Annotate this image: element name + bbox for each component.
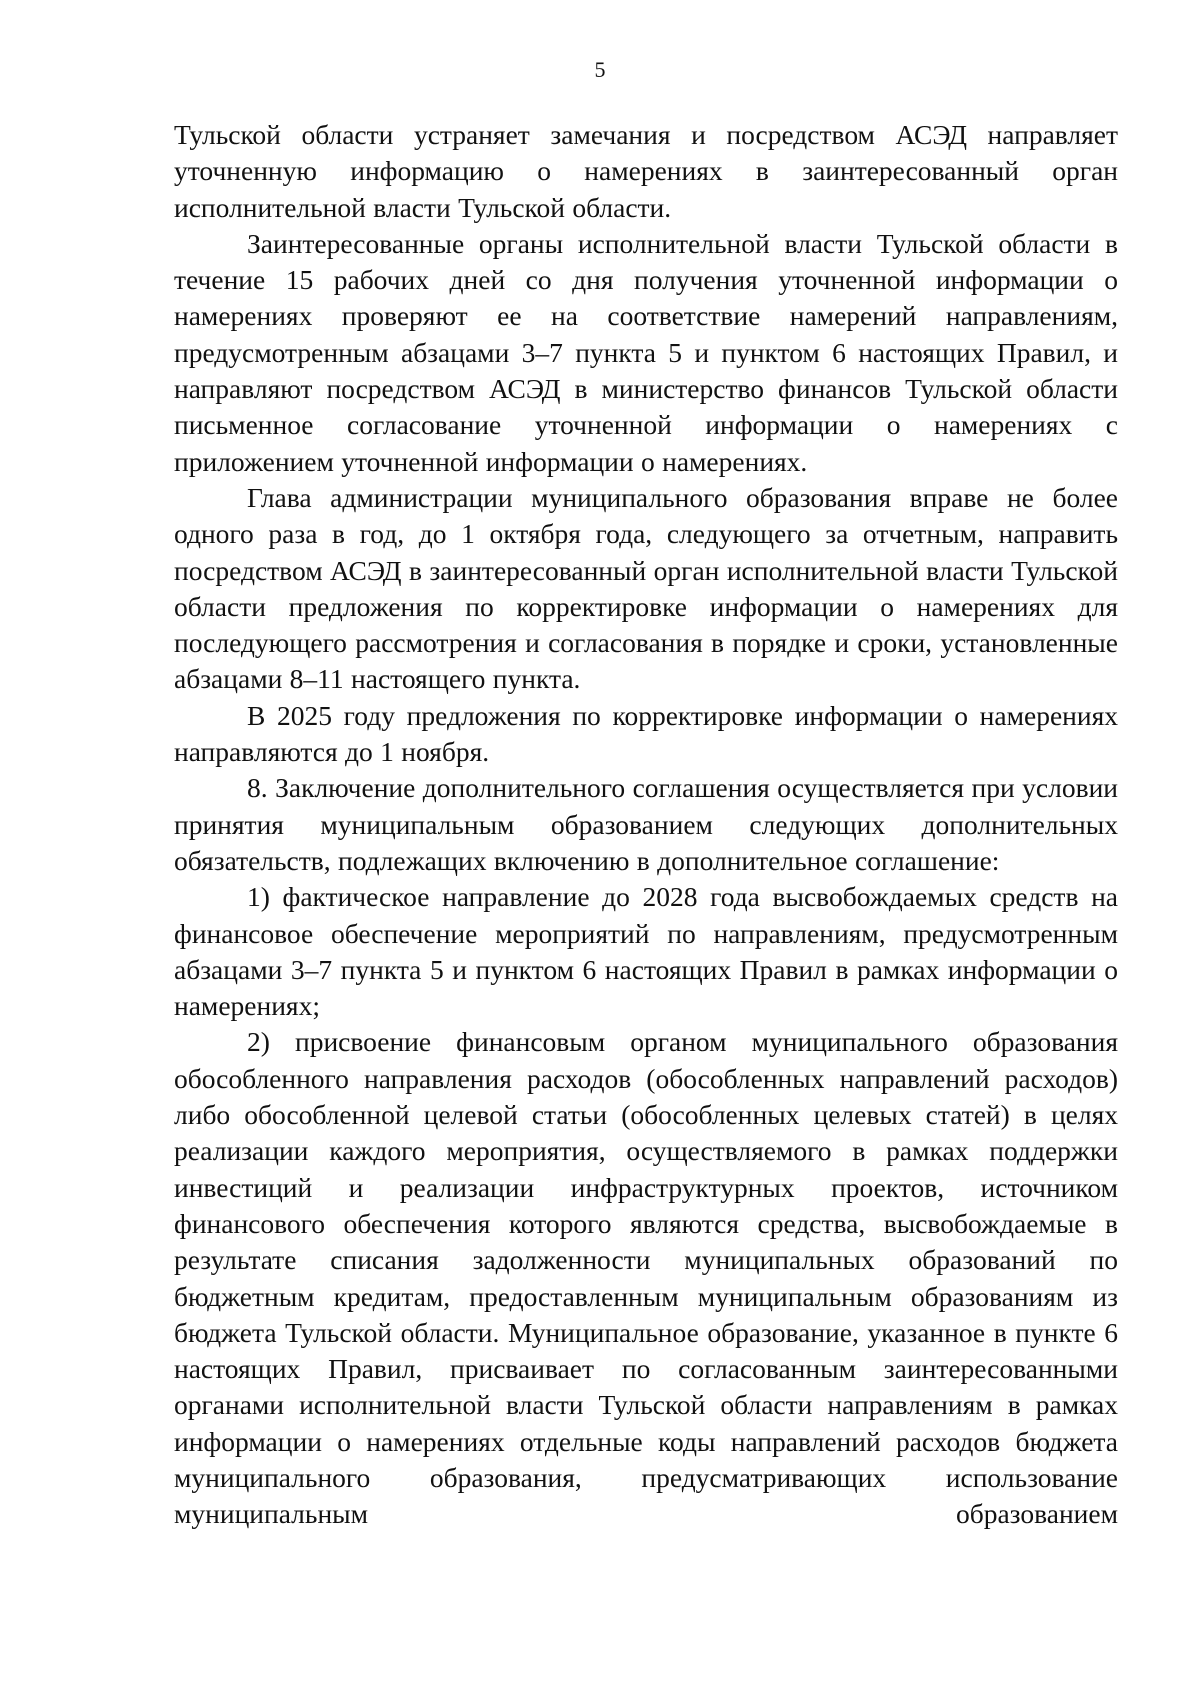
paragraph-approval-procedure: Заинтересованные органы исполнительной власти Тульской области в течение 15 рабочих дней со дня получения уточненной информации о намерениях проверяют ее на соответствие намерений направлениям, предусмотренным абзацами 3–7 пункта 5 и пунктом 6 настоящих Правил, и направляют посредством АСЭД в министерство финансов Тульской области письменное согласование уточненной информации о намерениях с приложением уточненной информации о намерениях. (174, 227, 1118, 477)
page-number: 5 (594, 57, 606, 82)
paragraph-item-8: 8. Заключение дополнительного соглашения осуществляется при условии принятия муниципальным образованием следующих дополнительных обязательств, подлежащих включению в дополнительное соглашение: (174, 772, 1118, 876)
paragraph-continuation: Тульской области устраняет замечания и посредством АСЭД направляет уточненную информацию о намерениях в заинтересованный орган исполнительной власти Тульской области. (174, 119, 1118, 223)
paragraph-subitem-2: 2) присвоение финансовым органом муниципального образования обособленного направления расходов (обособленных направлений расходов) либо обособленной целевой статьи (обособленных целевых статей) в целях реализации каждого мероприятия, осуществляемого в рамках поддержки инвестиций и реализации инфраструктурных проектов, источником финансового обеспечения которого являются средства, высвобождаемые в результате списания задолженности муниципальных образований по бюджетным кредитам, предоставленным муниципальным образованиям из бюджета Тульской области. Муниципальное образование, указанное в пункте 6 настоящих Правил, присваивает по согласованным заинтересованными органами исполнительной власти Тульской области направлениям в рамках информации о намерениях отдельные коды направлений расходов бюджета муниципального образования, предусматривающих использование муниципальным образованием (174, 1026, 1118, 1530)
paragraph-subitem-1: 1) фактическое направление до 2028 года высвобождаемых средств на финансовое обеспечение мероприятий по направлениям, предусмотренным абзацами 3–7 пункта 5 и пунктом 6 настоящих Правил в рамках информации о намерениях; (174, 881, 1118, 1022)
paragraph-2025-deadline: В 2025 году предложения по корректировке информации о намерениях направляются до 1 ноября. (174, 699, 1118, 768)
paragraph-correction-proposals: Глава администрации муниципального образования вправе не более одного раза в год, до 1 октября года, следующего за отчетным, направить посредством АСЭД в заинтересованный орган исполнительной власти Тульской области предложения по корректировке информации о намерениях для последующего рассмотрения и согласования в порядке и сроки, установленные абзацами 8–11 настоящего пункта. (174, 481, 1118, 695)
document-body (174, 117, 1118, 1533)
